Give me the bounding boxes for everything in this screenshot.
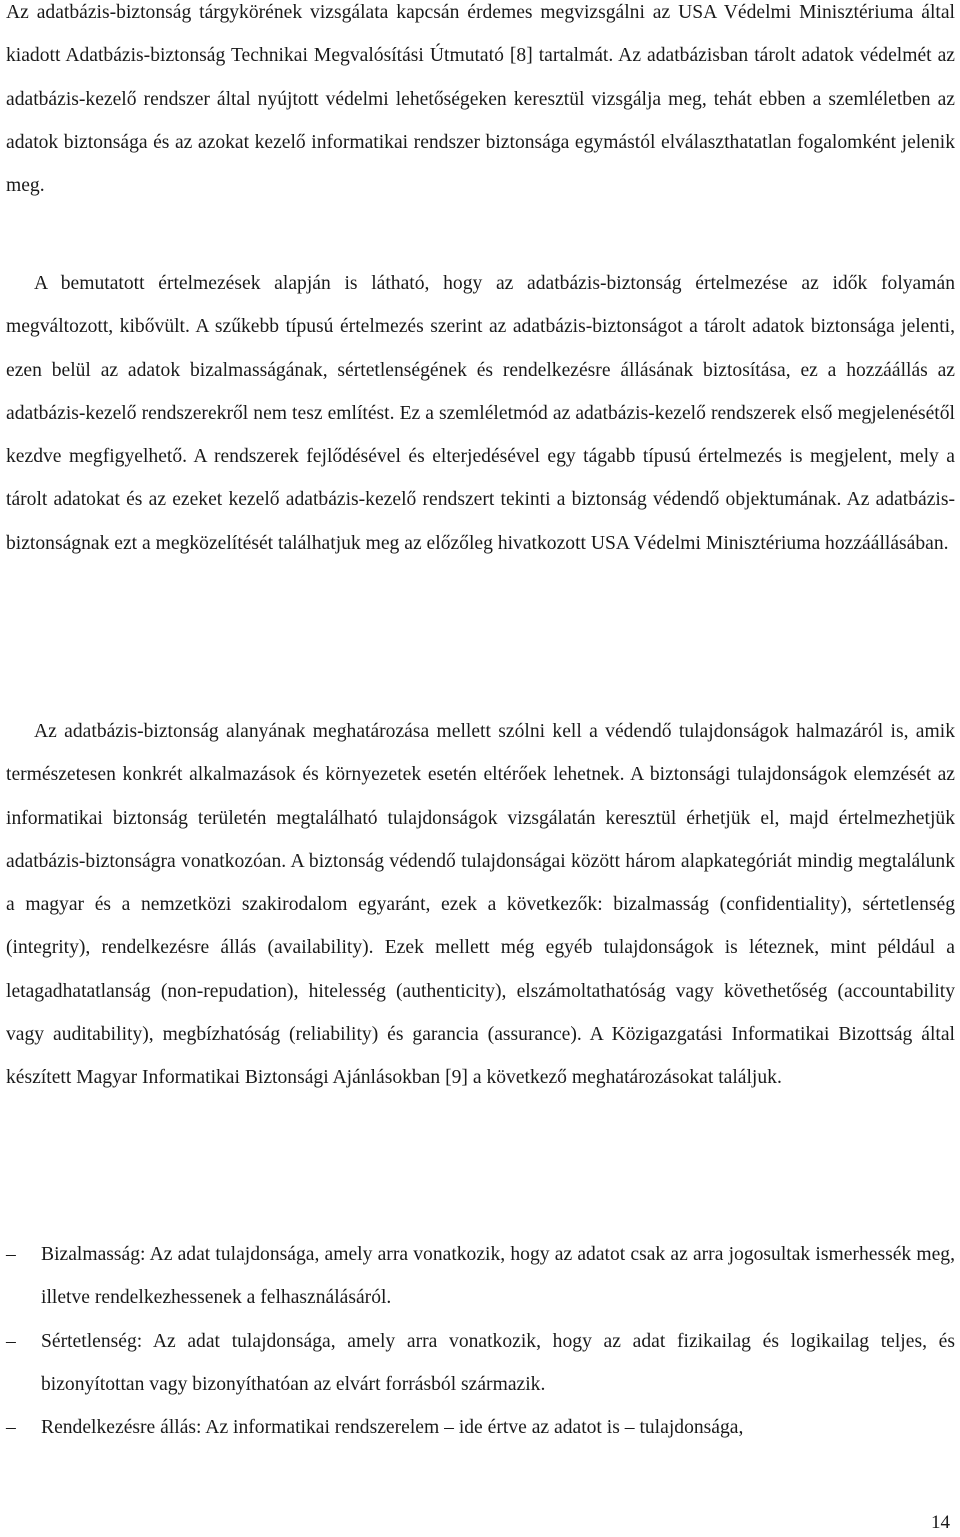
dash-bullet-icon: – bbox=[6, 1330, 16, 1352]
list-item-integrity bbox=[6, 1320, 955, 1407]
definition-list bbox=[6, 1233, 955, 1449]
list-item-availability bbox=[6, 1406, 955, 1449]
paragraph-interpretations: A bemutatott értelmezések alapján is látható, hogy az adatbázis-biztonság értelmezése az idők folyamán megváltozott, kibővült. A szűkebb típusú értelmezés szerint az adatbázis-biztonságot a tárolt adatok biztonsága jelenti, ezen belül az adatok bizalmasságának, sértetlenségének és rendelkezésre állásának biztosítása, ez a hozzáállás az adatbázis-kezelő rendszerekről nem tesz említést. Ez a szemléletmód az adatbázis-kezelő rendszerek első megjelenésétől kezdve megfigyelhető. A rendszerek fejlődésével és elterjedésével egy tágabb típusú értelmezés is megjelent, mely a tárolt adatokat és az ezeket kezelő adatbázis-kezelő rendszert tekinti a biztonság védendő objektumának. Az adatbázis-biztonságnak ezt a megközelítését találhatjuk meg az előzőleg hivatkozott USA Védelmi Minisztériuma hozzáállásában. bbox=[6, 273, 955, 554]
list-item-text: Rendelkezésre állás: Az informatikai rendszerelem – ide értve az adatot is – tulajdonsága, bbox=[41, 1417, 744, 1439]
dash-bullet-icon: – bbox=[6, 1417, 16, 1439]
list-item-text: Bizalmasság: Az adat tulajdonsága, amely arra vonatkozik, hogy az adatot csak az arra jogosultak ismerhessék meg, illetve rendelkezhessenek a felhasználásáról. bbox=[41, 1244, 955, 1309]
dash-bullet-icon: – bbox=[6, 1244, 16, 1265]
paragraph-dod-guide: Az adatbázis-biztonság tárgykörének vizsgálata kapcsán érdemes megvizsgálni az USA Védelmi Minisztériuma által kiadott Adatbázis-biztonság Technikai Megvalósítási Útmutató [8] tartalmát. Az adatbázisban tárolt adatok védelmét az adatbázis-kezelő rendszer által nyújtott védelmi lehetőségeken keresztül vizsgálja meg, tehát ebben a szemléletben az adatok biztonsága és az azokat kezelő informatikai rendszer biztonsága egymástól elválaszthatatlan fogalomként jelenik meg. bbox=[6, 2, 955, 197]
list-item-text: Sértetlenség: Az adat tulajdonsága, amely arra vonatkozik, hogy az adat fizikailag és logikailag teljes, és bizonyítottan vagy bizonyíthatóan az elvárt forrásból származik. bbox=[41, 1330, 955, 1395]
list-item-confidentiality bbox=[6, 1233, 955, 1320]
page-number: 14 bbox=[931, 1512, 950, 1533]
paragraph-security-properties: Az adatbázis-biztonság alanyának meghatározása mellett szólni kell a védendő tulajdonságok halmazáról is, amik természetesen konkrét alkalmazások és környezetek esetén eltérőek lehetnek. A biztonsági tulajdonságok elemzését az informatikai biztonság területén megtalálható tulajdonságok vizsgálatán keresztül érhetjük el, majd értelmezhetjük adatbázis-biztonságra vonatkozóan. A biztonság védendő tulajdonságai között három alapkategóriát mindig megtalálunk a magyar és a nemzetközi szakirodalom egyaránt, ezek a következők: bizalmasság (confidentiality), sértetlenség (integrity), rendelkezésre állás (availability). Ezek mellett még egyéb tulajdonságok is léteznek, mint például a letagadhatatlanság (non-repudation), hitelesség (authenticity), elszámoltathatóság vagy követhetőség (accountability vagy auditability), megbízhatóság (reliability) és garancia (assurance). A Közigazgatási Informatikai Bizottság által készített Magyar Informatikai Biztonsági Ajánlásokban [9] a következő meghatározásokat találjuk. bbox=[6, 721, 955, 1089]
